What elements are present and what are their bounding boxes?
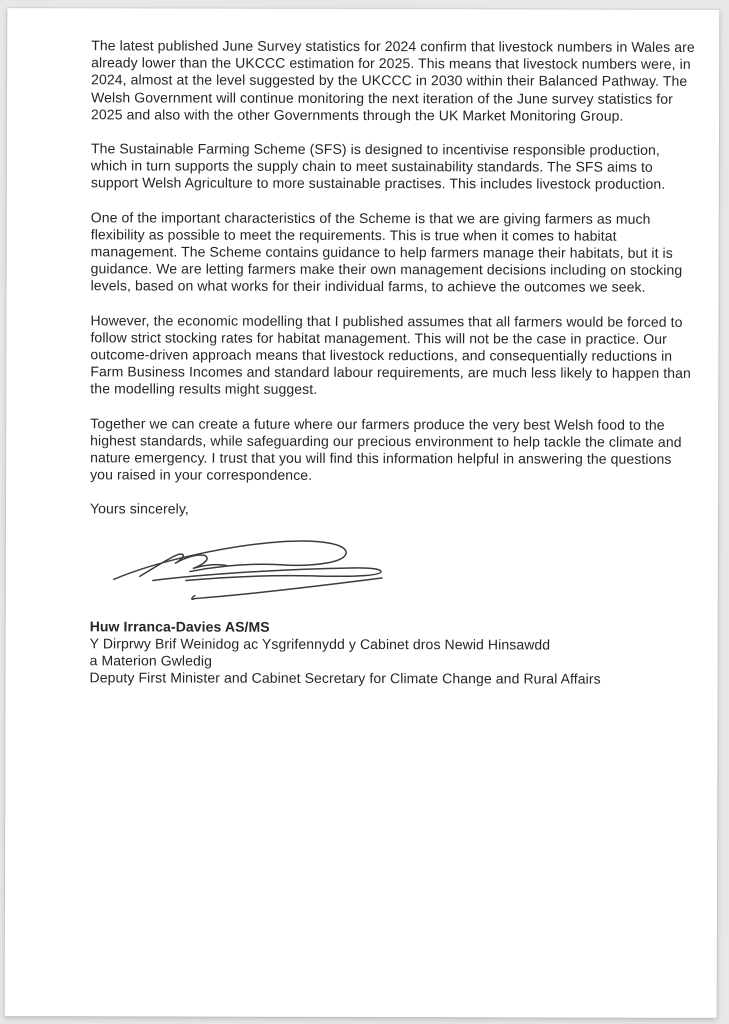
signatory-role-welsh-line1: Y Dirprwy Brif Weinidog ac Ysgrifennydd y Cabinet dros Newid Hinsawdd [89,635,551,653]
paragraph-sfs: The Sustainable Farming Scheme (SFS) is designed to incentivise responsible production, which in turn supports the supply chain to meet sustainability standards. The SFS aims to support Welsh Agriculture to more sustainable practises. This includes livestock production. [90,140,666,193]
closing-salutation: Yours sincerely, [89,500,189,518]
paragraph-conclusion: Together we can create a future where our farmers produce the very best Welsh food to the highest standards, while safeguarding our precious environment to help tackle the climate and nature emergency. I trust that you will find this information helpful in answering the questions you raised in your correspondence. [90,414,682,484]
signatory-name: Huw Irranca-Davies AS/MS [89,617,270,635]
handwritten-signature-icon [98,524,400,617]
letter-page [5,8,720,1018]
letter-body [90,37,696,688]
paragraph-economic-modelling: However, the economic modelling that I published assumes that all farmers would be forced to follow strict stocking rates for habitat management. This will not be the case in practice. Our outcome-driven approach means that livestock reductions, and consequentially reductions in Farm Business Incomes and standard labour requirements, are much less likely to happen than the modelling results might suggest. [90,311,691,398]
signatory-role-welsh-line2: a Materion Gwledig [89,652,213,669]
signatory-role-english: Deputy First Minister and Cabinet Secretary for Climate Change and Rural Affairs [89,669,601,687]
paragraph-scheme-flexibility: One of the important characteristics of the Scheme is that we are giving farmers as much flexibility as possible to meet the requirements. This is true when it comes to habitat management. The Scheme contains guidance to help farmers manage their habitats, but it is guidance. We are letting farmers make their own management decisions including on stocking levels, based on what works for their individual farms, to achieve the outcomes we seek. [90,208,683,296]
paragraph-june-survey: The latest published June Survey statistics for 2024 confirm that livestock numbers in Wales are already lower than the UKCCC estimation for 2025. This means that livestock numbers were, in 2024, almost at the level suggested by the UKCCC in 2030 within their Balanced Pathway. The Welsh Government will continue monitoring the next iteration of the June survey statistics for 2025 and also with the other Governments through the UK Market Monitoring Group. [91,37,695,124]
